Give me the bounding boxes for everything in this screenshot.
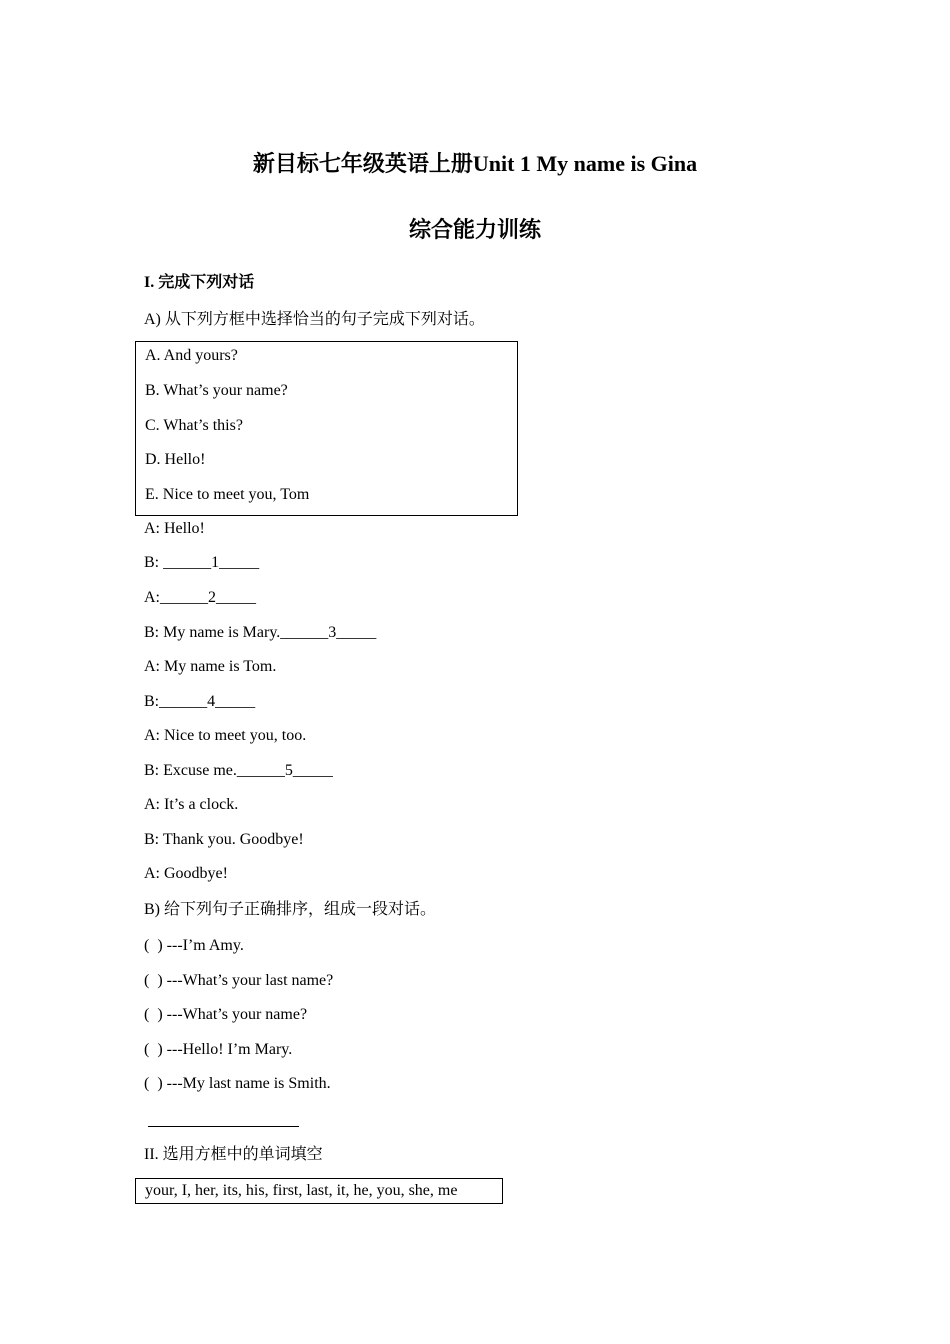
ordering-item: ( ) ---What’s your last name? <box>144 972 334 989</box>
dialogue-line: A: Goodbye! <box>144 865 228 882</box>
option-c: C. What’s this? <box>145 417 243 434</box>
dialogue-line: B: Excuse me.______5_____ <box>144 762 333 779</box>
ordering-item: ( ) ---What’s your name? <box>144 1006 308 1023</box>
option-b: B. What’s your name? <box>145 382 288 399</box>
option-a: A. And yours? <box>145 347 238 364</box>
part-a-instruction: A) 从下列方框中选择恰当的句子完成下列对话。 <box>144 311 485 328</box>
word-box-text: your, I, her, its, his, first, last, it, he, you, she, me <box>145 1182 458 1199</box>
dialogue-line: A:______2_____ <box>144 589 256 606</box>
ordering-item: ( ) ---My last name is Smith. <box>144 1075 331 1092</box>
word-box <box>135 1178 503 1204</box>
dialogue-line: B: ______1_____ <box>144 554 260 571</box>
ordering-item: ( ) ---Hello! I’m Mary. <box>144 1041 293 1058</box>
document-subtitle: 综合能力训练 <box>408 217 541 242</box>
dialogue-line: A: My name is Tom. <box>144 658 277 675</box>
dialogue-line: B: My name is Mary.______3_____ <box>144 624 377 641</box>
section-1-heading: I. 完成下列对话 <box>144 274 255 291</box>
section-2-heading: II. 选用方框中的单词填空 <box>144 1146 323 1163</box>
option-e: E. Nice to meet you, Tom <box>145 486 310 503</box>
dialogue-line: B:______4_____ <box>144 693 256 710</box>
option-d: D. Hello! <box>145 451 206 468</box>
answer-line <box>148 1126 299 1127</box>
options-box <box>135 341 518 516</box>
ordering-item: ( ) ---I’m Amy. <box>144 937 244 954</box>
part-b-instruction: B) 给下列句子正确排序，组成一段对话。 <box>144 901 437 918</box>
dialogue-line: A: Hello! <box>144 520 205 537</box>
dialogue-line: A: Nice to meet you, too. <box>144 727 307 744</box>
dialogue-line: A: It’s a clock. <box>144 796 239 813</box>
document-title: 新目标七年级英语上册Unit 1 My name is Gina <box>252 151 698 176</box>
dialogue-line: B: Thank you. Goodbye! <box>144 831 304 848</box>
